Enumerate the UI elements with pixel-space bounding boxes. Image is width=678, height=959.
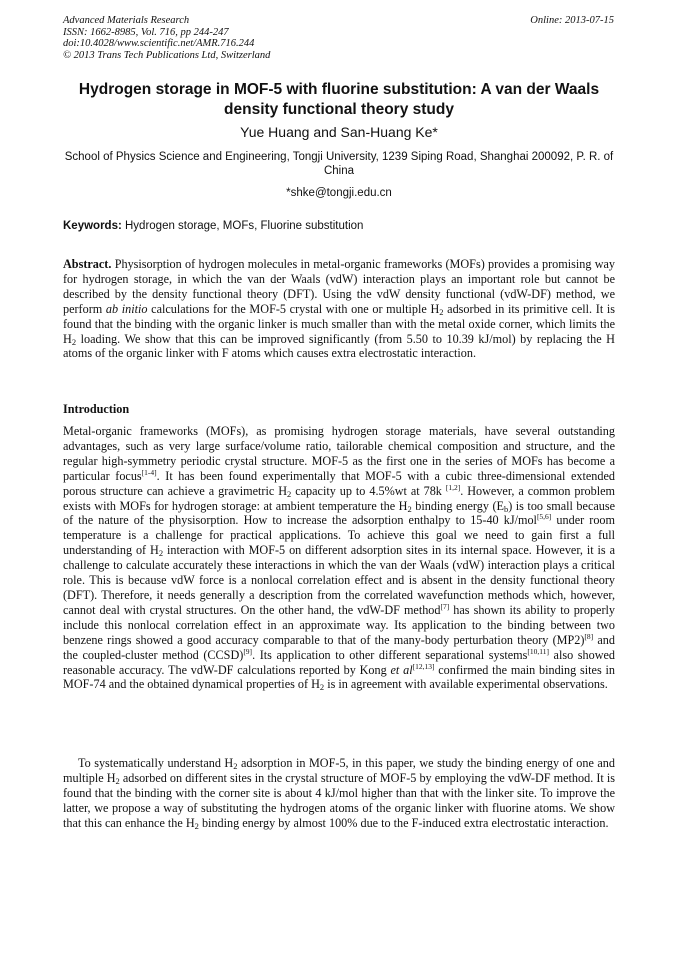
- citation[interactable]: [7]: [440, 601, 450, 611]
- copyright-line: © 2013 Trans Tech Publications Ltd, Switzerland: [63, 49, 271, 61]
- journal-header: [63, 15, 270, 61]
- intro2-text: adsorbed on different sites in the crystal structure of MOF-5 by employing the vdW-DF method. It is found that the binding with the corner site is about 4 kJ/mol higher than that with the linker site. To improve the latter, we propose a way of substituting the hydrogen atoms of the organic linker with fluorine atoms. We show that this can enhance the H: [63, 770, 615, 830]
- subscript: b: [503, 503, 509, 514]
- subscript: 2: [233, 761, 238, 771]
- intro1-text: . It has been found experimentally that MOF-5 with a cubic three-dimensional extended porous structure can achieve a gravimetric H: [63, 468, 615, 498]
- intro1-text: capacity up to 4.5%wt at 78k: [291, 483, 446, 498]
- abstract-paragraph: [63, 257, 615, 361]
- intro1-text: has shown its ability to properly include this nonlocal correlation effect in an approximate way. Its application to the binding between two benzene rings showed a good accuracy comparable to that of the many-body perturbation theory (MP2): [63, 602, 615, 647]
- abstract-text-3: adsorbed in its primitive cell. It is found that the binding with the organic linker is much smaller than with the metal oxide corner, which limits the H: [63, 301, 615, 346]
- citation[interactable]: [8]: [584, 631, 594, 641]
- paper-authors: Yue Huang and San-Huang Ke*: [240, 124, 438, 140]
- intro1-text: is in agreement with available experimental observations.: [324, 677, 608, 692]
- intro1-text: also showed reasonable accuracy. The vdW-DF calculations reported by Kong: [63, 647, 615, 677]
- abstract-text-4: loading. We show that this can be improved significantly (from 5.50 to 10.39 kJ/mol) by replacing the H atoms of the organic linker with F atoms which causes extra electrostatic interaction.: [63, 331, 615, 361]
- paper-title: Hydrogen storage in MOF-5 with fluorine substitution: A van der Waals density functional theory study: [78, 81, 600, 118]
- doi-line: doi:10.4028/www.scientific.net/AMR.716.244: [63, 38, 255, 49]
- author-email: *shke@tongji.edu.cn: [286, 187, 392, 199]
- intro1-text: Metal-organic frameworks (MOFs), as promising hydrogen storage materials, have several outstanding advantages, such as very large surface/volume ratio, tailorable chemical composition and structure, and the regular high-symmetry periodic crystal structure. MOF-5 as the first one in the series of MOFs has become a particular focus: [63, 424, 615, 483]
- abstract-label: Abstract.: [63, 257, 112, 271]
- intro1-text: . However, a common problem exists with MOFs for hydrogen storage: at ambient temperature the H: [63, 483, 615, 513]
- intro1-text: and the coupled-cluster method (CCSD): [63, 632, 615, 662]
- intro1-text: . Its application to other different separational systems: [252, 647, 528, 662]
- subscript: 2: [287, 488, 292, 499]
- subscript: 2: [158, 548, 164, 559]
- issn-line: ISSN: 1662-8985, Vol. 716, pp 244-247: [63, 26, 229, 38]
- subscript: 2: [71, 336, 77, 347]
- intro1-text: binding energy (E: [411, 498, 504, 513]
- citation[interactable]: [5,6]: [536, 512, 552, 522]
- intro2-text: adsorption in MOF-5, in this paper, we study the binding energy of one and multiple H: [63, 756, 615, 785]
- online-date: Online: 2013-07-15: [530, 15, 614, 26]
- journal-name: Advanced Materials Research: [63, 15, 190, 26]
- section-heading-introduction: Introduction: [63, 402, 130, 416]
- intro2-text: To systematically understand H: [78, 756, 234, 770]
- affiliation: School of Physics Science and Engineering, Tongji University, 1239 Siping Road, Shanghai 200092, P. R. of China: [64, 151, 614, 177]
- keywords-line: [63, 219, 615, 233]
- subscript: 2: [115, 775, 120, 786]
- intro1-text: ) is too small because of the nature of the physisorption. How to increase the adsorption enthalpy to 15-40 kJ/mol: [63, 498, 616, 528]
- citation[interactable]: [1,2]: [445, 482, 461, 492]
- keywords-text: Hydrogen storage, MOFs, Fluorine substitution: [125, 220, 364, 232]
- abstract-text-1: Physisorption of hydrogen molecules in metal-organic frameworks (MOFs) provides a promising way for hydrogen storage, in which the van der Waals (vdW) interaction plays an important role but cannot be described by the density functional theory (DFT). Using the vdW density functional (vdW-DF) method, we perform: [63, 257, 616, 316]
- citation[interactable]: [9]: [243, 646, 253, 656]
- citation[interactable]: [10,11]: [527, 646, 549, 656]
- citation[interactable]: [12,13]: [412, 661, 435, 671]
- intro1-text: under room temperature is a challenge for practical applications. To achieve this goal we need to gain first a full understanding of H: [63, 513, 616, 558]
- subscript: 2: [194, 820, 199, 831]
- intro-paragraph-2: [63, 756, 615, 831]
- abstract-italic: ab initio: [105, 301, 148, 316]
- subscript: 2: [319, 682, 325, 693]
- citation[interactable]: [1-4]: [141, 467, 157, 477]
- intro2-text: binding energy by almost 100% due to the F-induced extra electrostatic interaction.: [198, 815, 609, 830]
- intro-paragraph-1: [63, 424, 615, 692]
- intro1-italic: et al: [390, 662, 413, 677]
- subscript: 2: [439, 306, 444, 317]
- intro1-text: interaction with MOF-5 on different adsorption sites in its internal space. However, it is a challenge to calculate accurately these interactions in which the van der Waals (vdW) interaction plays a critical role. This is because vdW force is a nonlocal correlation effect and is absent in the density functional theory (DFT). Therefore, it needs generally a description from the correlated wavefunction methods which, however, cannot deal with crystal structures. On the other hand, the vdW-DF method: [63, 543, 615, 617]
- intro1-text: confirmed the main binding sites in MOF-74 and the obtained dynamical properties of H: [63, 662, 615, 692]
- subscript: 2: [407, 503, 412, 514]
- keywords-label: Keywords:: [63, 220, 122, 232]
- abstract-text-2: calculations for the MOF-5 crystal with one or multiple H: [151, 301, 440, 316]
